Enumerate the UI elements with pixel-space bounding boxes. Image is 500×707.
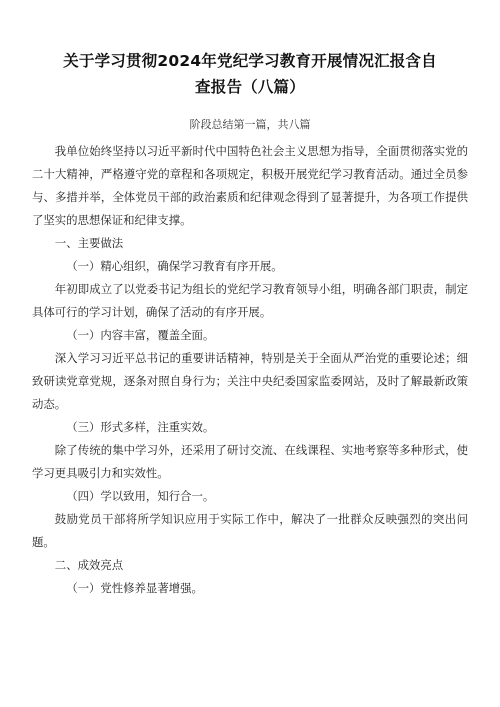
- body-paragraph: 年初即成立了以党委书记为组长的党纪学习教育领导小组，明确各部门职责，制定具体可行的学习计划，确保了活动的有序开展。: [32, 282, 468, 319]
- subsection-heading: （三）形式多样，注重实效。: [66, 420, 215, 434]
- section-heading-results: 二、成效亮点: [54, 558, 124, 572]
- document-title: 关于学习贯彻2024年党纪学习教育开展情况汇报含自查报告（八篇）: [63, 52, 437, 96]
- body-paragraph: 除了传统的集中学习外，还采用了研讨交流、在线课程、实地考察等多种形式，使学习更具吸引力和实效性。: [32, 443, 468, 480]
- subsection-heading: （一）内容丰富，覆盖全面。: [66, 328, 215, 342]
- body-paragraph: 鼓励党员干部将所学知识应用于实际工作中，解决了一批群众反映强烈的突出问题。: [32, 512, 468, 549]
- document-subtitle: 阶段总结第一篇，共八篇: [189, 118, 311, 131]
- body-paragraph: 深入学习习近平总书记的重要讲话精神，特别是关于全面从严治党的重要论述；细致研读党章党规，逐条对照自身行为；关注中央纪委国家监委网站，及时了解最新政策动态。: [32, 351, 468, 411]
- intro-paragraph: 我单位始终坚持以习近平新时代中国特色社会主义思想为指导，全面贯彻落实党的二十大精神，严格遵守党的章程和各项规定，积极开展党纪学习教育活动。通过全员参与、多措并举，全体党员干部的政治素质和纪律观念得到了显著提升，为各项工作提供了坚实的思想保证和纪律支撑。: [32, 144, 468, 227]
- subsection-heading: （一）精心组织，确保学习教育有序开展。: [66, 259, 283, 273]
- subsection-heading: （一）党性修养显著增强。: [66, 581, 203, 595]
- subsection-heading: （四）学以致用，知行合一。: [66, 489, 215, 503]
- section-heading-main-practices: 一、主要做法: [54, 236, 124, 250]
